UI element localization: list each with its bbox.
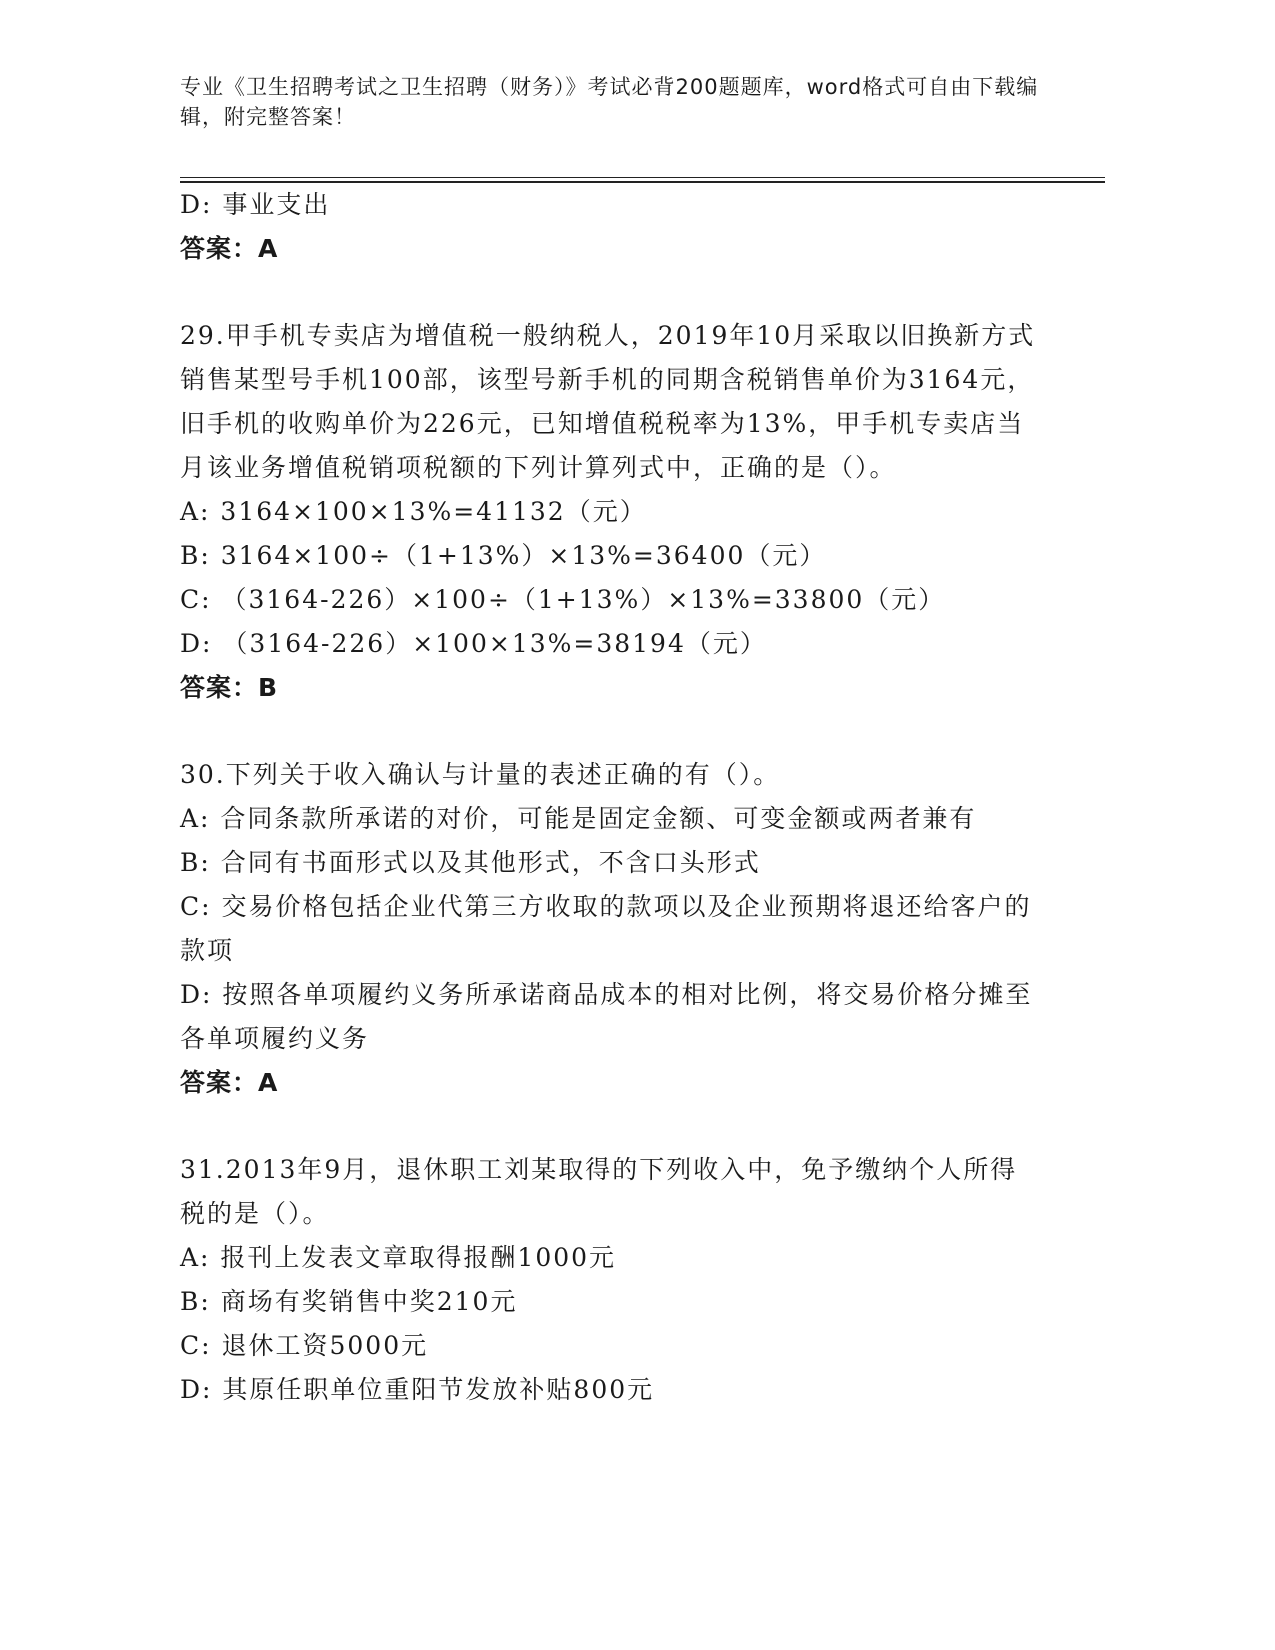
question-stem: 31.2013年9月，退休职工刘某取得的下列收入中，免予缴纳个人所得税的是（）。 xyxy=(180,1155,1018,1228)
question-28-tail xyxy=(180,183,1040,271)
option-a: A: 报刊上发表文章取得报酬1000元 xyxy=(180,1243,617,1272)
option-b: B: 商场有奖销售中奖210元 xyxy=(180,1287,518,1316)
option-d: D: （3164-226）×100×13%=38194（元） xyxy=(180,629,767,658)
question-31 xyxy=(180,1148,1040,1412)
answer: 答案：A xyxy=(180,1068,279,1097)
answer: 答案：B xyxy=(180,673,279,702)
option-b: B: 合同有书面形式以及其他形式，不含口头形式 xyxy=(180,848,761,877)
question-29 xyxy=(180,314,1040,710)
option-c: C: 退休工资5000元 xyxy=(180,1331,429,1360)
question-stem: 29.甲手机专卖店为增值税一般纳税人，2019年10月采取以旧换新方式销售某型号手机100部，该型号新手机的同期含税销售单价为3164元，旧手机的收购单价为226元，已知增值税税率为13%，甲手机专卖店当月该业务增值税销项税额的下列计算列式中，正确的是（）。 xyxy=(180,321,1036,482)
option-b: B: 3164×100÷（1+13%）×13%=36400（元） xyxy=(180,541,827,570)
page-header: 专业《卫生招聘考试之卫生招聘（财务）》考试必背200题题库，word格式可自由下载编辑，附完整答案！ xyxy=(180,75,1039,129)
option-c: C: （3164-226）×100÷（1+13%）×13%=33800（元） xyxy=(180,585,946,614)
option-d: D: 其原任职单位重阳节发放补贴800元 xyxy=(180,1375,655,1404)
answer: 答案：A xyxy=(180,234,279,263)
question-stem: 30.下列关于收入确认与计量的表述正确的有（）。 xyxy=(180,760,781,789)
header-divider-thin xyxy=(180,177,1105,178)
question-30 xyxy=(180,753,1040,1105)
option-a: A: 3164×100×13%=41132（元） xyxy=(180,497,647,526)
question-content xyxy=(180,183,1040,1412)
option-d: D: 事业支出 xyxy=(180,190,331,219)
option-a: A: 合同条款所承诺的对价，可能是固定金额、可变金额或两者兼有 xyxy=(180,804,977,833)
option-d: D: 按照各单项履约义务所承诺商品成本的相对比例，将交易价格分摊至各单项履约义务 xyxy=(180,980,1033,1053)
option-c: C: 交易价格包括企业代第三方收取的款项以及企业预期将退还给客户的款项 xyxy=(180,892,1032,965)
